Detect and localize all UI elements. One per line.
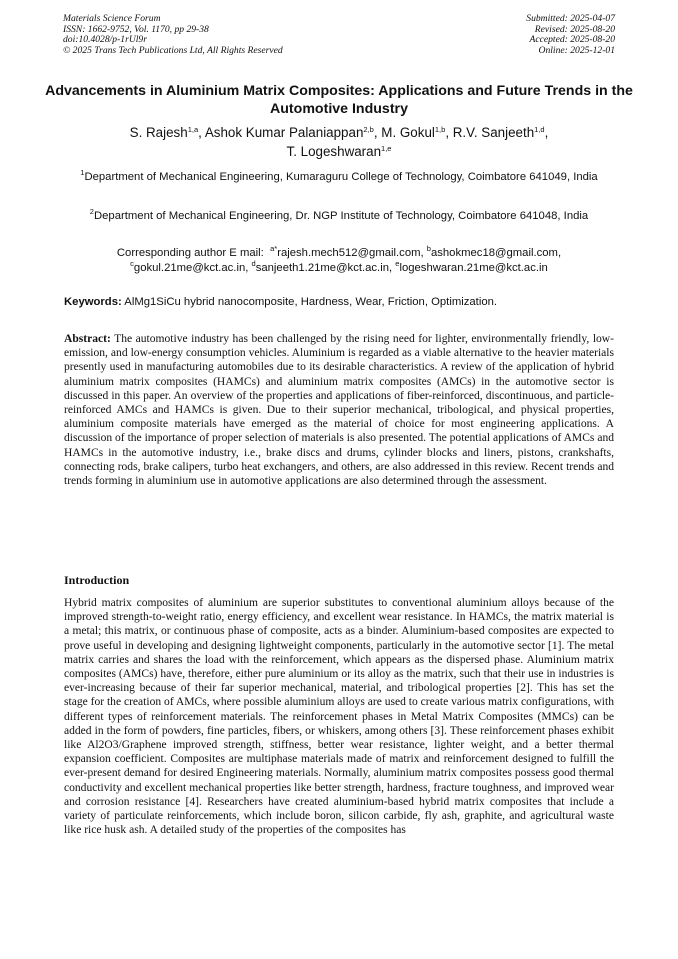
author-affiliation-mark: 1,a <box>187 125 199 134</box>
affiliation-1 <box>64 166 614 189</box>
accepted-date: Accepted: 2025-08-20 <box>529 34 615 46</box>
copyright: © 2025 Trans Tech Publications Ltd, All Rights Reserved <box>63 44 283 56</box>
author-affiliation-mark: 2,b <box>363 125 374 134</box>
introduction-text: Hybrid matrix composites of aluminium are superior substitutes to conventional aluminium alloys because of the improved strength-to-weight ratio, energy efficiency, and excellent wear resistance. In HAMCs, the matrix material is a metal; this matrix, or continuous phase of composite, acts as a binder. Aluminium-based composites are expected to prove useful in developing and designing lightweight components, particularly in the automotive sector [1]. The metal matrix carries and shares the load with the reinforcement, which appears as the dispersed phase. Aluminium matrix composites (AMCs) have, therefore, either pure aluminium or its alloy as the matrix, such that their use in industries is ever-increasing because of their far superior mechanical, material, and tribological properties [2]. This has set the stage for the creation of AMCs, where possible aluminium alloys are used to create various matrix configurations, with different types of reinforcement materials. The reinforcement phases in Metal Matrix Composites (MMCs) can be added in the form of powders, fine particles, fibers, or whiskers, among others [3]. These reinforcement phases exhibit like Al2O3/Graphene improved strength, stiffness, better wear resistance, lighter weight, and a better thermal expansion coefficient. Composites are multiphase materials made of matrix and reinforcement designed to fulfill the ever-present demand for desired Engineering materials. Normally, aluminium matrix composites possess good thermal conductivity and excellent mechanical properties like better strength, hardness, fracture toughness, and improved wear and corrosion resistance [4]. Researchers have created aluminium-based hybrid matrix composites that include a variety of particulate reinforcements, which include boron, silicon carbide, fly ash, graphite, and agricultural waste like rice husk ash. A detailed study of the properties of the composites has <box>64 597 614 837</box>
affiliation-text: Department of Mechanical Engineering, Kumaraguru College of Technology, Coimbatore 641049, India <box>84 171 598 183</box>
issn: ISSN: 1662-9752, Vol. 1170, pp 29-38 <box>63 23 209 35</box>
author: R.V. Sanjeeth$^{1,d}$, <box>452 125 549 140</box>
online-date: Online: 2025-12-01 <box>538 44 615 56</box>
email-link[interactable]: ashokmec18@gmail.com <box>430 247 558 259</box>
keywords <box>64 295 614 309</box>
affiliation-mark: 1 <box>80 168 85 177</box>
keywords-label: Keywords: <box>64 296 122 308</box>
submitted-date: Submitted: 2025-04-07 <box>526 13 615 24</box>
author-name: S. Rajesh <box>129 125 188 140</box>
journal-name: Materials Science Forum <box>63 13 161 24</box>
author-list <box>40 123 638 161</box>
corresponding-author-emails: Corresponding author E mail: $^{a*}$rajesh.mech512@gmail.com, $^b$ashokmec18@gmail.com, $^c$gokul.21me@kct.ac.in, $^d$sanjeeth1.21me@kct.ac.in, $^e$logeshwaran.21me@kct.ac.in <box>116 244 562 274</box>
doi: doi:10.4028/p-1rUl9r <box>63 34 147 46</box>
email-link[interactable]: logeshwaran.21me@kct.ac.in <box>399 262 548 274</box>
author-affiliation-mark: 1,d <box>534 125 545 134</box>
author-name: T. Logeshwaran <box>286 144 382 159</box>
author-affiliation-mark: 1,b <box>434 125 446 134</box>
email-link[interactable]: sanjeeth1.21me@kct.ac.in <box>255 262 389 274</box>
abstract <box>64 332 614 488</box>
publication-dates <box>526 14 615 56</box>
abstract-text: The automotive industry has been challenged by the rising need for lighter, environmentally friendly, low-emission, and low-energy consumption vehicles. Aluminium is regarded as a viable alternative to the heavier materials presently used in manufacturing automobiles due to its desirable characteristics. A review of the application of hybrid aluminium matrix composites (HAMCs) and aluminium matrix composites (AMCs) in the automotive sector is discussed in this paper. An overview of the properties and applications of fiber-reinforced, discontinuous, and particle-reinforced AMCs and HAMCs is given. Due to their superior mechanical, tribological, and physical properties, aluminium composite materials have emerged as the material of choice for most engineering applications. A discussion of the importance of proper selection of materials is also presented. The potential applications of AMCs and HAMCs in the automotive industry, i.e., brake discs and drums, cylinder blocks and liners, pistons, crankshafts, connecting rods, brake calipers, turbo heat exchangers, and others, are also addressed in this review. Recent trends and trends forming in aluminium use in automotive applications are also determined through the assessment. <box>64 333 614 488</box>
email-link[interactable]: gokul.21me@kct.ac.in <box>133 262 246 274</box>
author-affiliation-mark: 1,e <box>381 144 392 153</box>
paper-title: Advancements in Aluminium Matrix Composites: Applications and Future Trends in the Automotive Industry <box>45 83 633 117</box>
affiliation-2 <box>64 208 614 224</box>
section-heading: Introduction <box>64 573 130 587</box>
revised-date: Revised: 2025-08-20 <box>534 23 615 35</box>
affiliation-text: Department of Mechanical Engineering, Dr. NGP Institute of Technology, Coimbatore 641048, India <box>93 210 589 222</box>
corresponding-label: Corresponding author E mail: <box>116 247 264 259</box>
author: Ashok Kumar Palaniappan$^{2,b}$, <box>204 125 382 140</box>
author: M. Gokul$^{1,b}$, <box>381 125 453 140</box>
author-name: M. Gokul <box>381 125 435 140</box>
author-name: Ashok Kumar Palaniappan <box>204 125 364 140</box>
author-name: R.V. Sanjeeth <box>452 125 535 140</box>
author: S. Rajesh$^{1,a}$, <box>129 125 205 140</box>
abstract-label: Abstract: <box>64 333 111 345</box>
affiliation-mark: 2 <box>89 207 94 216</box>
journal-info <box>63 14 283 56</box>
author <box>287 144 392 159</box>
email-link[interactable]: rajesh.mech512@gmail.com <box>277 247 421 259</box>
keywords-text: AlMg1SiCu hybrid nanocomposite, Hardness, Wear, Friction, Optimization. <box>124 296 498 308</box>
